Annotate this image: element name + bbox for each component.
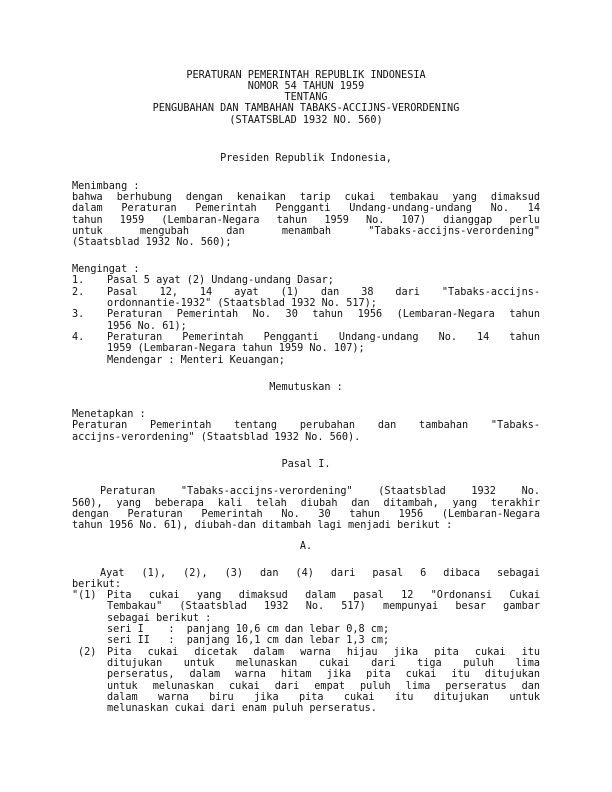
memutuskan-heading: Memutuskan :	[269, 382, 343, 393]
menimbang-line-5: (Staatsblad 1932 No. 560);	[72, 237, 232, 248]
ayat-2-line-1: Pita cukai dicetak dalam warna hijau jika pita cukai itu	[107, 647, 540, 658]
menimbang-line-4: untuk mengubah dan menambah "Tabaks-accijns-verordening"	[72, 226, 540, 237]
pasal-1-line-1: Peraturan "Tabaks-accijns-verordening" (Staatsblad 1932 No.	[100, 486, 540, 497]
menimbang-line-3: tahun 1959 (Lembaran-Negara tahun 1959 No. 107) dianggap perlu	[72, 215, 540, 226]
menimbang-line-1: bahwa berhubung dengan kenaikan tarip cukai tembakau yang dimaksud	[72, 192, 540, 203]
doc-title-line-2: NOMOR 54 TAHUN 1959	[247, 81, 365, 92]
ayat-1-seri-1: seri I : panjang 10,6 cm dan lebar 0,8 cm;	[107, 624, 390, 635]
mengingat-item-text: Peraturan Pemerintah Pengganti Undang-undang No. 14 tahun	[107, 332, 540, 343]
doc-title-line-5: (STAATSBLAD 1932 NO. 560)	[229, 115, 383, 126]
mengingat-item-text: 1959 (Lembaran-Negara tahun 1959 No. 107);	[107, 343, 365, 354]
ayat-2-line-4: untuk melunaskan cukai dari empat puluh lima perseratus dan	[107, 681, 540, 692]
mengingat-item-text: 1956 No. 61);	[107, 321, 187, 332]
doc-title-line-3: TENTANG	[284, 92, 328, 103]
mengingat-item-text: ordonnantie-1932" (Staatsblad 1932 No. 517);	[107, 298, 377, 309]
mengingat-item-text: Pasal 12, 14 ayat (1) dan 38 dari "Tabaks-accijns-	[107, 287, 540, 298]
doc-title-line-1: PERATURAN PEMERINTAH REPUBLIK INDONESIA	[186, 70, 426, 81]
menetapkan-line-2: accijns-verordening" (Staatsblad 1932 No. 560).	[72, 432, 361, 443]
menetapkan-line-1: Peraturan Pemerintah tentang perubahan dan tambahan "Tabaks-	[72, 420, 540, 431]
ayat-2-line-2: ditujukan untuk melunaskan cukai dari tiga puluh lima	[107, 658, 540, 669]
mendengar-line: Mendengar : Menteri Keuangan;	[107, 355, 285, 366]
pasal-1-line-2: 560), yang beberapa kali telah diubah dan ditambah, yang terakhir	[72, 498, 540, 509]
mengingat-item-number: 2.	[72, 287, 85, 298]
ayat-2-number: (2)	[78, 647, 97, 658]
presiden-line: Presiden Republik Indonesia,	[220, 153, 392, 164]
pasal-1-line-3: dengan Peraturan Pemerintah No. 30 tahun 1956 (Lembaran-Negara	[72, 509, 540, 520]
menimbang-label: Menimbang :	[72, 181, 140, 192]
ayat-2-line-3: perseratus, dalam warna hitam jika pita cukai itu ditujukan	[107, 669, 540, 680]
mengingat-item-number: 3.	[72, 309, 85, 320]
ayat-2-line-5: dalam warna biru jika pita cukai itu ditujukan untuk	[107, 692, 540, 703]
ayat-1-seri-2: seri II : panjang 16,1 cm dan lebar 1,3 cm;	[107, 635, 390, 646]
section-a-heading: A.	[299, 541, 313, 552]
mengingat-item-number: 4.	[72, 332, 85, 343]
menimbang-line-2: dalam Peraturan Pemerintah Pengganti Undang-undang-undang No. 14	[72, 203, 540, 214]
ayat-2-line-6: melunaskan cukai dari enam puluh perseratus.	[107, 703, 377, 714]
section-a-intro-line-1: Ayat (1), (2), (3) dan (4) dari pasal 6 dibaca sebagai	[100, 568, 540, 579]
doc-title-line-4: PENGUBAHAN DAN TAMBAHAN TABAKS-ACCIJNS-VERORDENING	[152, 103, 460, 114]
pasal-1-heading: Pasal I.	[281, 459, 331, 470]
mengingat-label: Mengingat :	[72, 264, 140, 275]
menetapkan-label: Menetapkan :	[72, 409, 146, 420]
ayat-1-line-2: Tembakau" (Staatsblad 1932 No. 517) mempunyai besar gambar	[107, 601, 540, 612]
ayat-1-line-3: sebagai berikut :	[107, 613, 212, 624]
mengingat-item-text: Pasal 5 ayat (2) Undang-undang Dasar;	[107, 275, 334, 286]
mengingat-item-number: 1.	[72, 275, 85, 286]
ayat-1-number: "(1)	[72, 590, 97, 601]
section-a-intro-line-2: berikut:	[72, 579, 122, 590]
pasal-1-line-4: tahun 1956 No. 61), diubah-dan ditambah lagi menjadi berikut :	[72, 520, 453, 531]
ayat-1-line-1: Pita cukai yang dimaksud dalam pasal 12 "Ordonansi Cukai	[107, 590, 540, 601]
mengingat-item-text: Peraturan Pemerintah No. 30 tahun 1956 (Lembaran-Negara tahun	[107, 309, 540, 320]
